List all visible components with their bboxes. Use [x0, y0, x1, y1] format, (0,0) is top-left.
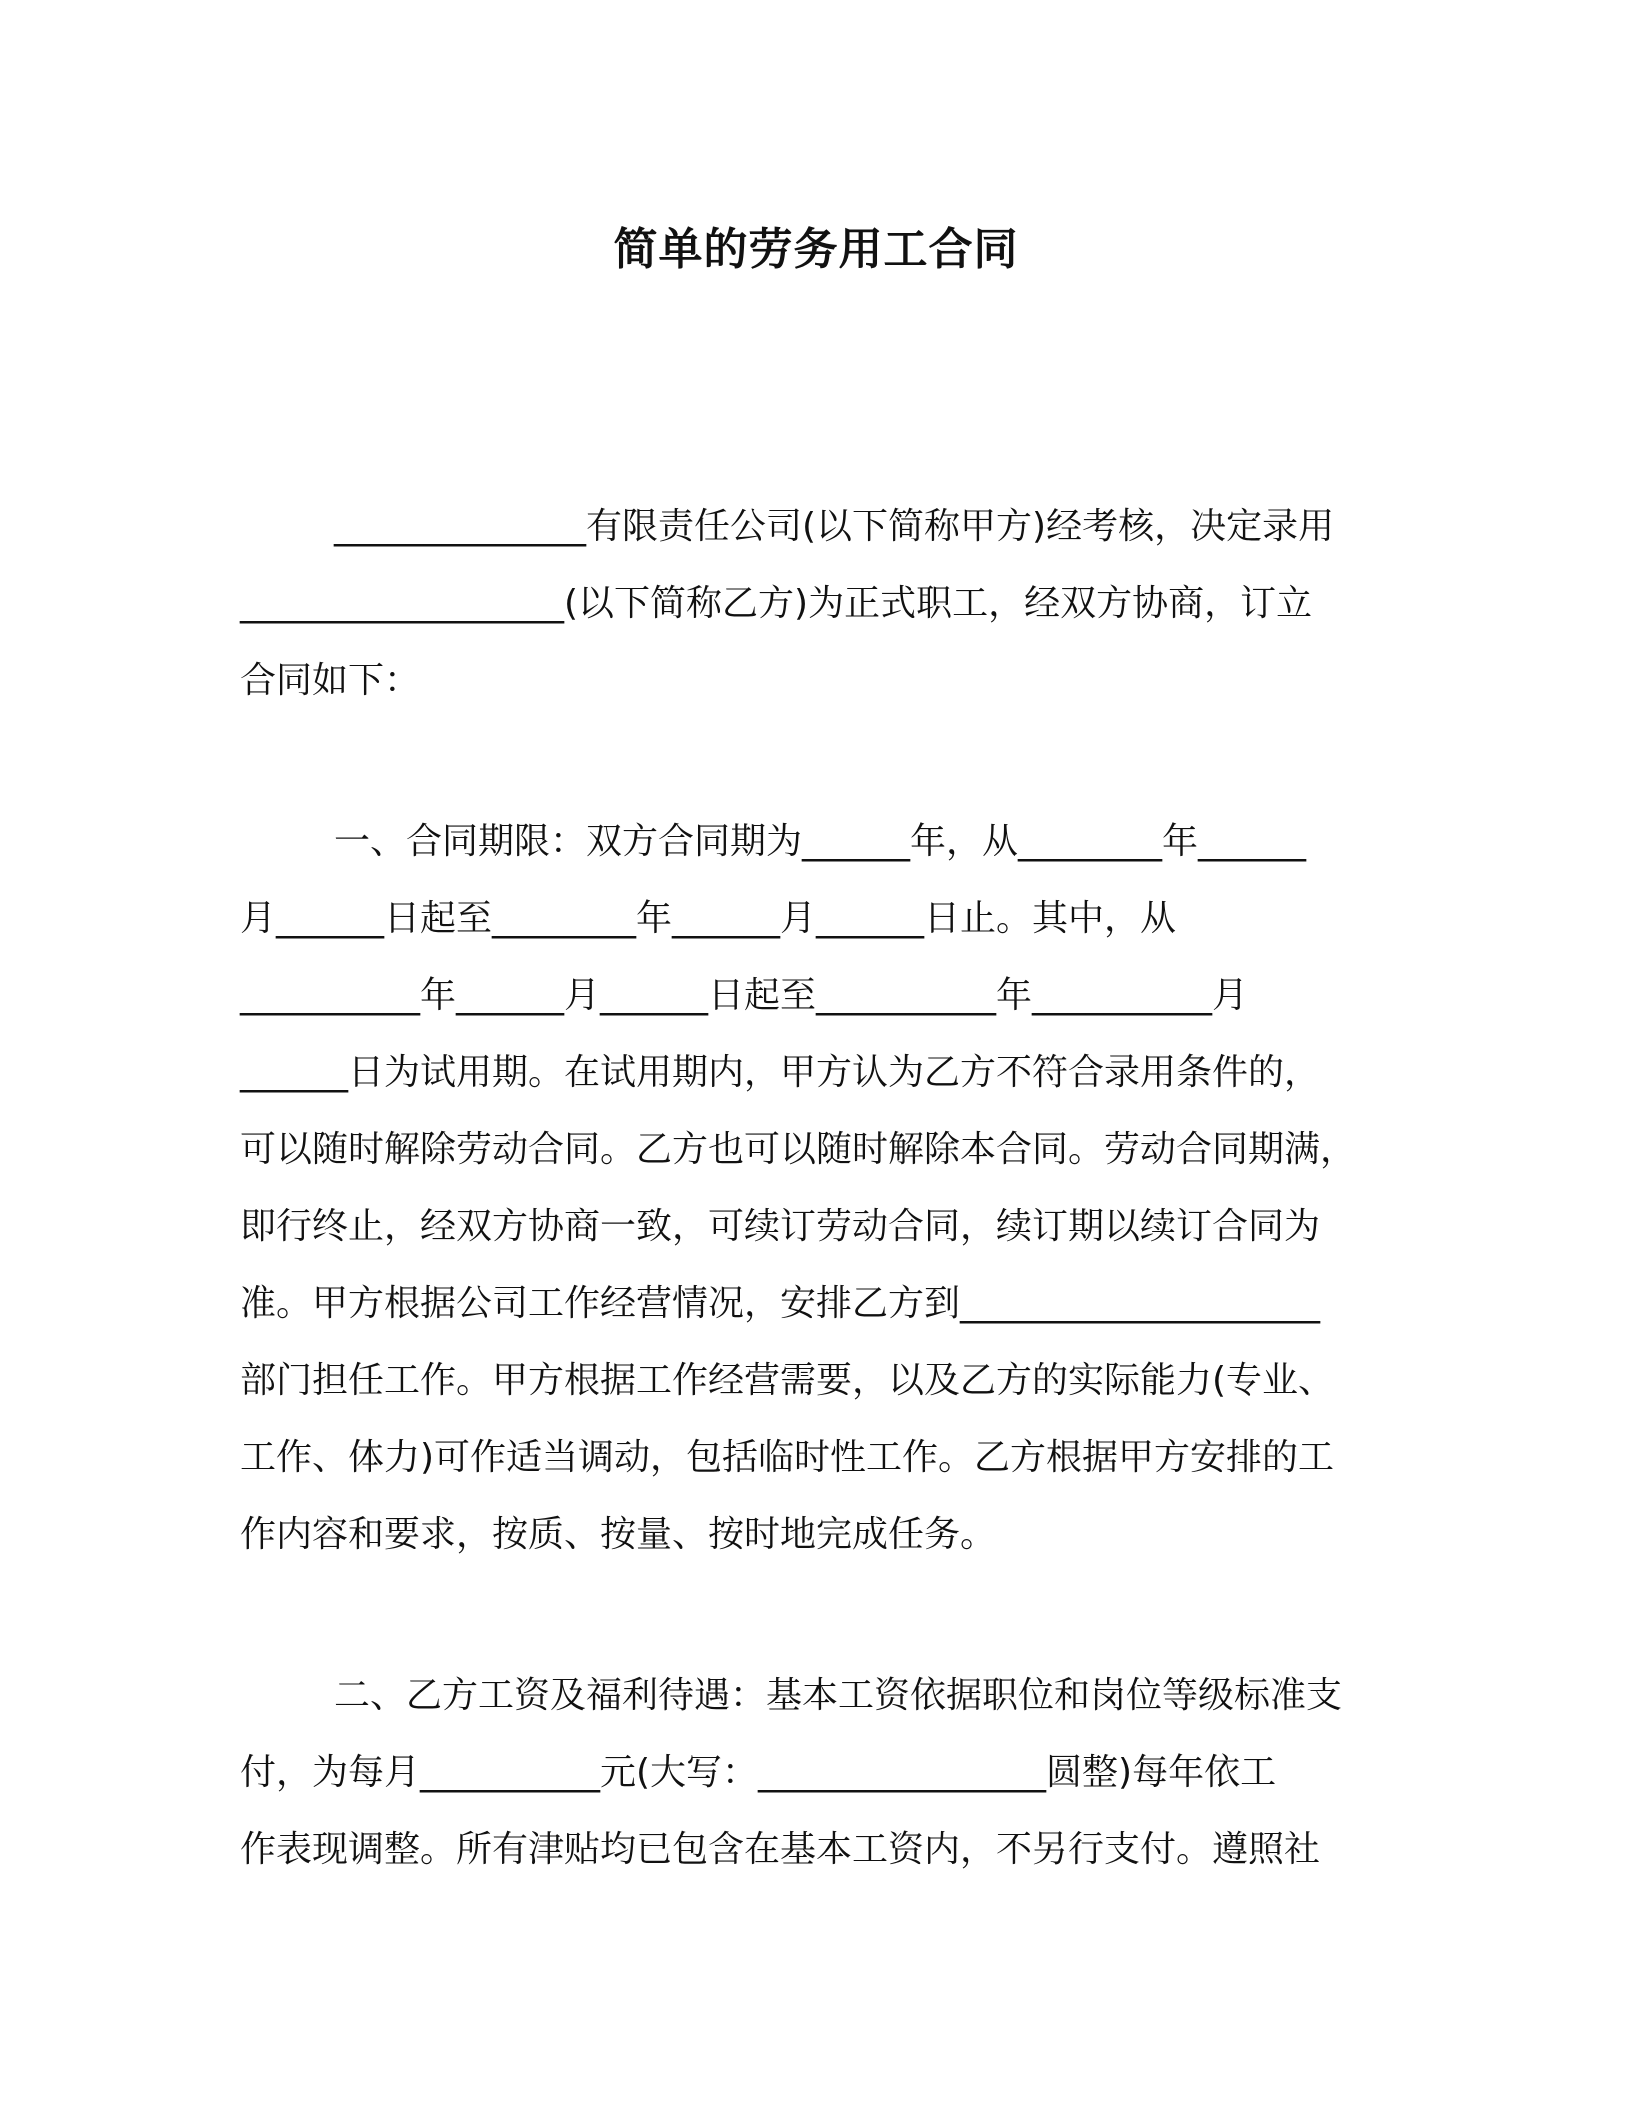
paragraph-salary: [240, 1657, 1390, 1888]
paragraph-spacer: [240, 1573, 1390, 1657]
text-line: 部门担任工作。甲方根据工作经营需要，以及乙方的实际能力(专业、: [240, 1360, 1335, 1401]
text-line: 合同如下：: [240, 660, 421, 701]
text-line: __________年______月______日起至__________年__________月: [240, 975, 1249, 1016]
paragraph-intro: [240, 488, 1390, 719]
text-line: __________________(以下简称乙方)为正式职工，经双方协商，订立: [240, 583, 1313, 624]
text-line: 作表现调整。所有津贴均已包含在基本工资内，不另行支付。遵照社: [240, 1829, 1321, 1870]
text-line: 即行终止，经双方协商一致，可续订劳动合同，续订期以续订合同为: [240, 1206, 1321, 1247]
text-line: 一、合同期限：双方合同期为______年，从________年______: [334, 821, 1307, 862]
text-line: 可以随时解除劳动合同。乙方也可以随时解除本合同。劳动合同期满，: [240, 1129, 1357, 1170]
text-line: ______日为试用期。在试用期内，甲方认为乙方不符合录用条件的，: [240, 1052, 1321, 1093]
paragraph-spacer: [240, 719, 1390, 803]
text-line: ______________有限责任公司(以下简称甲方)经考核，决定录用: [334, 506, 1335, 547]
paragraph-contract-term: [240, 803, 1390, 1573]
text-line: 准。甲方根据公司工作经营情况，安排乙方到____________________: [240, 1283, 1321, 1324]
text-line: 二、乙方工资及福利待遇：基本工资依据职位和岗位等级标准支: [334, 1675, 1343, 1716]
text-line: 付，为每月__________元(大写：________________圆整)每年依工: [240, 1752, 1277, 1793]
text-line: 工作、体力)可作适当调动，包括临时性工作。乙方根据甲方安排的工: [240, 1437, 1335, 1478]
document-body: [240, 488, 1390, 1888]
text-line: 月______日起至________年______月______日止。其中，从: [240, 898, 1177, 939]
document-title: 简单的劳务用工合同: [613, 224, 1019, 275]
text-line: 作内容和要求，按质、按量、按时地完成任务。: [240, 1514, 997, 1555]
